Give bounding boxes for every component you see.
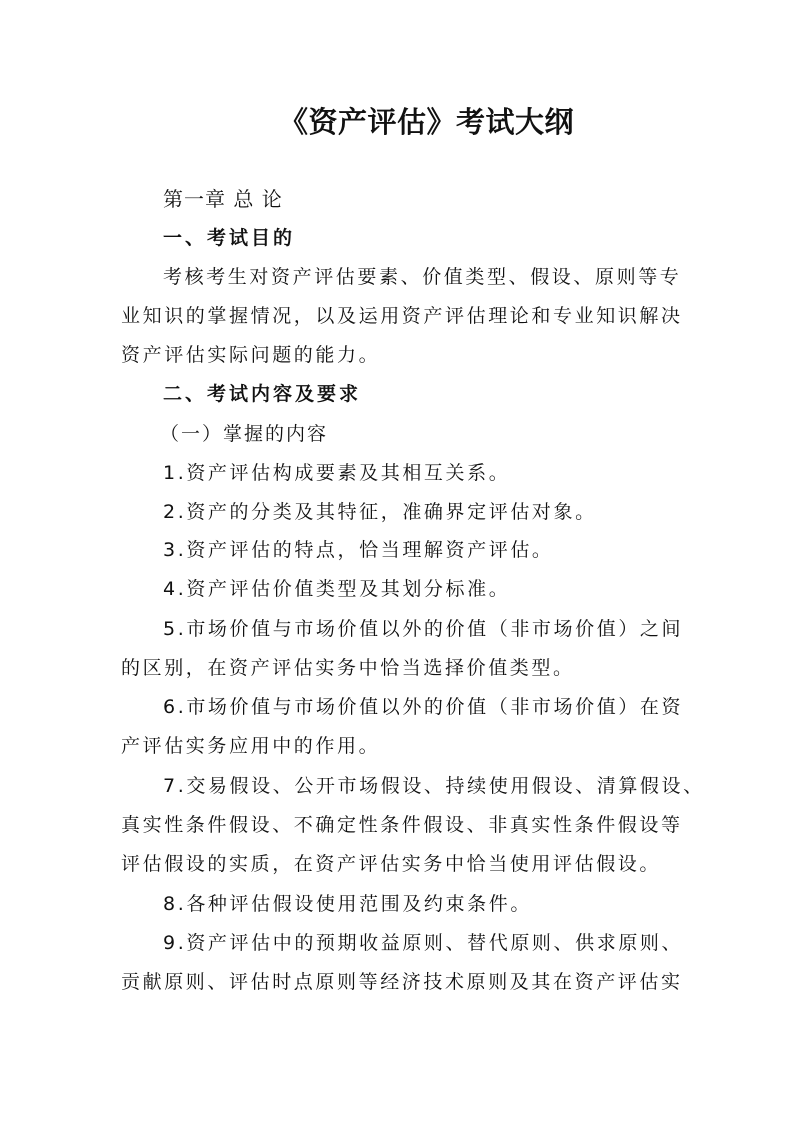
paragraph-line: 业知识的掌握情况，以及运用资产评估理论和专业知识解决 [121, 305, 683, 327]
paragraph-line: 资产评估实际问题的能力。 [121, 344, 381, 366]
list-item-continuation: 贡献原则、评估时点原则等经济技术原则及其在资产评估实 [121, 971, 683, 993]
list-item-continuation: 评估假设的实质，在资产评估实务中恰当使用评估假设。 [121, 853, 662, 875]
list-item: 3.资产评估的特点，恰当理解资产评估。 [163, 539, 554, 561]
list-item: 5.市场价值与市场价值以外的价值（非市场价值）之间 [163, 618, 684, 640]
list-item: 6.市场价值与市场价值以外的价值（非市场价值）在资 [163, 696, 684, 718]
list-item: 9.资产评估中的预期收益原则、替代原则、供求原则、 [163, 932, 684, 954]
section-heading-content: 二、考试内容及要求 [163, 383, 362, 405]
subsection-heading: （一）掌握的内容 [160, 423, 329, 445]
section-heading-purpose: 一、考试目的 [163, 227, 296, 249]
document-title: 《资产评估》考试大纲 [278, 105, 574, 139]
chapter-heading: 第一章 总 论 [163, 187, 283, 211]
list-item-continuation: 产评估实务应用中的作用。 [121, 735, 381, 757]
paragraph-line: 考核考生对资产评估要素、价值类型、假设、原则等专 [163, 266, 682, 288]
list-item: 2.资产的分类及其特征，准确界定评估对象。 [163, 501, 597, 523]
list-item-continuation: 真实性条件假设、不确定性条件假设、非真实性条件假设等 [121, 814, 683, 836]
list-item: 8.各种评估假设使用范围及约束条件。 [163, 893, 532, 915]
list-item: 7.交易假设、公开市场假设、持续使用假设、清算假设、 [163, 775, 705, 797]
list-item: 4.资产评估价值类型及其划分标准。 [163, 578, 511, 600]
list-item: 1.资产评估构成要素及其相互关系。 [163, 462, 511, 484]
list-item-continuation: 的区别，在资产评估实务中恰当选择价值类型。 [121, 657, 575, 679]
